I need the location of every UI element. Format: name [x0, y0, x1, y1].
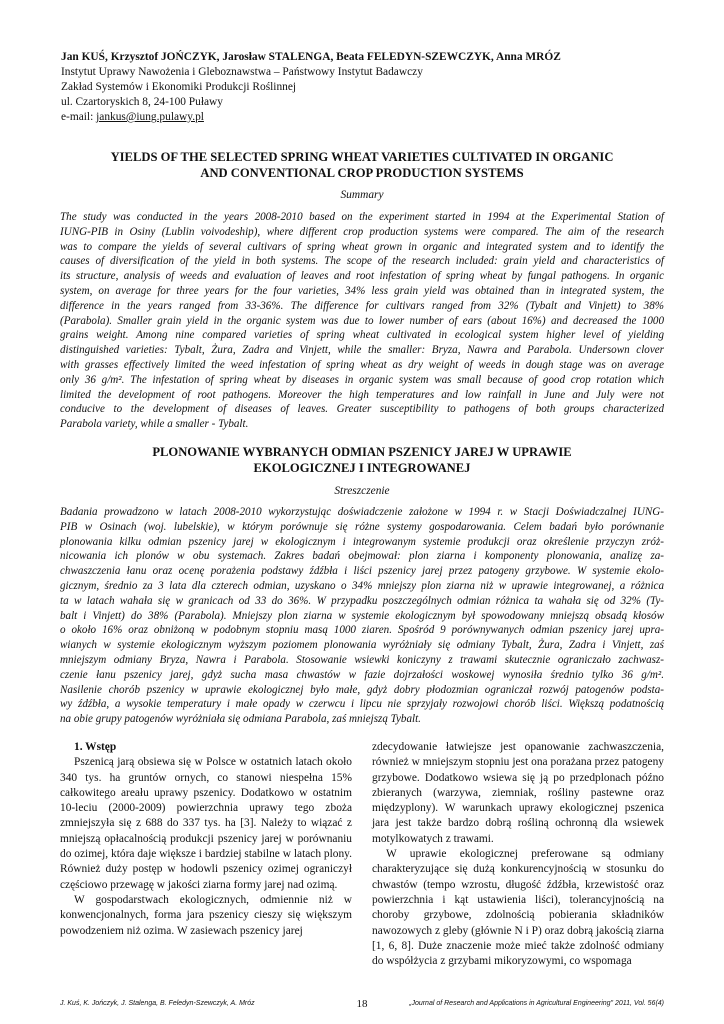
- summary-line: limited the development of root pathogens. Moreover the high temperatures and low rainfall in June and July were not: [60, 388, 664, 401]
- address-line: ul. Czartoryskich 8, 24-100 Puławy: [61, 96, 223, 108]
- title-line: PLONOWANIE WYBRANYCH ODMIAN PSZENICY JAREJ W UPRAWIE: [152, 445, 572, 459]
- summary-line: conducive to the development of diseases of leaves. Greater susceptibility to pathogens of both groups characterized: [60, 403, 664, 416]
- summary-line: Nasilenie chorób pszenicy w uprawie ekologicznej było małe, gdyż dobry płodozmian ograniczał rozwój patogenów podsta-: [60, 683, 664, 696]
- summary-line: with grasses effectively limited the weed infestation of spring wheat as dry weight of weeds in dough stage was on average: [60, 358, 664, 371]
- title-line: AND CONVENTIONAL CROP PRODUCTION SYSTEMS: [200, 165, 524, 180]
- summary-line: na obie grupy patogenów wyróżniała się odmiana Parabola, zaś mniejszą Tybalt.: [60, 713, 421, 726]
- page-number: 18: [356, 998, 368, 1010]
- summary-line: Badania prowadzono w latach 2008-2010 wykorzystując doświadczenie założone w 1994 r. w Stacji Doświadczalnej IUNG-: [60, 506, 664, 518]
- summary-line: difference in the years ranged from 33-36%. The difference for cultivars ranged from 32% (Tybalt and Vinjett) to 38%: [60, 299, 664, 312]
- summary-line: only 36 g/m². The infestation of spring wheat by diseases in organic system was small because of good crop rotation which: [60, 373, 664, 386]
- body-paragraph: Pszenicą jarą obsiewa się w Polsce w ostatnich latach około 340 tys. ha gruntów ornych, co stanowi niespełna 15% całkowitego areału uprawy pszenicy. Dodatkowo w ostatnim 10-leciu (2000-2009) powierzchnia uprawy tego zboża zmniejszyła się z 688 do 337 tys. ha [3]. Należy to wiązać z mniejszą opłacalnością produkcji pszenicy jarej w porównaniu do ozimej, która daje większe i bardziej stabilne w latach plony. Również duży postęp w hodowli pszenicy ozimej ograniczył częściowo przewagę w jakości ziarna formy jarej nad ozimą.: [60, 756, 352, 891]
- summary-line: distinguished varieties: Tybalt, Żura, Zadra and Vinjett, while the smaller: Bryza, Nawra and Parabola. Undersown clover: [60, 344, 664, 357]
- summary-line: czenie łanu pszenicy jarej, gdyż sucha masa chwastów w fazie dojrzałości woskowej wynosiła średnio tylko 36 g/m².: [60, 668, 664, 681]
- summary-line: nicowania ich plonów w obu systemach. Zakres badań obejmował: plon ziarna i komponenty plonowania, analizę za-: [60, 550, 664, 563]
- summary-line: IUNG-PIB in Osiny (Lublin voivodeship), where different crop production systems were compared. The aim of the research: [60, 225, 664, 238]
- summary-line: its structure, analysis of weeds and evaluation of leaves and root infestation of spring wheat by fungal pathogens. In organic: [60, 270, 664, 283]
- summary-line: o około 16% oraz obniżoną w podobnym stopniu masą 1000 ziaren. Spośród 9 porównywanych odmian pszenicy jarej upra-: [60, 624, 664, 637]
- summary-line: PIB w Osinach (woj. lubelskie), w którym porównuje się różne systemy gospodarowania. Celem badań było porównanie: [60, 520, 664, 533]
- polish-title: [40, 445, 684, 476]
- polish-summary: [60, 505, 664, 727]
- footer-journal: „Journal of Research and Applications in Agricultural Engineering" 2011, Vol. 56(4): [409, 1000, 664, 1007]
- body-paragraph: zdecydowanie łatwiejsze jest opanowanie zachwaszczenia, również w mniejszym stopniu jest ona porażana przez patogeny grzybowe. Dodatkowo wsiewa się ją po przedplonach późno zbieranych (warzywa, ziemniak, rośliny pastewne oraz międzyplony). W warunkach uprawy ekologicznej pszenica jara jest także bardzo dobrą rośliną ochronną dla wsiewek motylkowatych z trawami.: [372, 741, 664, 845]
- summary-heading: Summary: [340, 189, 384, 201]
- summary-line: The study was conducted in the years 2008-2010 based on the experiment started in 1994 at the Experimental Station of: [60, 211, 664, 223]
- summary-line: mniejszym odmiany Bryza, Nawra i Parabola. Stosowanie wsiewki koniczyny z trawami skutecznie ograniczało zachwasz-: [60, 653, 664, 666]
- summary-line: plonowania kilku odmian pszenicy jarej w ekologicznym i integrowanym systemie produkcji oraz określenie przyczyn zróż-: [60, 535, 664, 548]
- body-paragraph: W uprawie ekologicznej preferowane są odmiany charakteryzujące się dużą konkurencyjnością w stosunku do chwastów (tempo wzrostu, długość źdźbła, krzewistość oraz powierzchnia i kąt ustawienia liści), tolerancyjnością na choroby grzybowe, zdolnością pobierania składników nawozowych z gleby (głównie N i P) oraz dobrą jakością ziarna [1, 6, 8]. Duże znaczenie może mieć także zdolność odmiany do współżycia z grzybami mikoryzowymi, co wspomaga: [372, 848, 664, 968]
- summary-line: ta w latach wahała się w granicach od 33 do 36%. W przypadku poszczególnych odmian różnica ta wahała się od 32% (Ty-: [60, 594, 664, 607]
- summary-line: wianych w systemie ekologicznym wyższym poziomem plonowania wyróżniały się odmiany Tybalt, Żura, Zadra i Vinjett, zaś: [60, 639, 664, 652]
- summary-line: balt i Vinjett) do 38% (Parabola). Mniejszy plon ziarna w systemie ekologicznym był spowodowany mniejszą obsadą kłosów: [60, 609, 664, 622]
- summary-line: was to compare the yields of several cultivars of spring wheat grown in organic and integrated system and to identify the: [60, 240, 664, 253]
- summary-line: (Parabola). Smaller grain yield in the organic system was due to lower number of ears (about 16%) and decreased the 1000: [60, 314, 664, 327]
- summary-line: chwaszczenia łanu oraz ocenę porażenia podstawy źdźbła i liści pszenicy jarej przez patogeny grzybowe. W systemie ekolo-: [60, 565, 664, 578]
- author-block: [61, 50, 661, 125]
- english-title: [40, 150, 684, 181]
- email-line: [61, 110, 661, 125]
- summary-line: gicznym, średnio za 3 lata dla czterech odmian, uzyskano o 34% mniejszy plon ziarna niż w uprawie integrowanej, a różnica: [60, 579, 664, 592]
- left-column: [60, 740, 352, 939]
- streszczenie-heading: Streszczenie: [334, 485, 390, 497]
- affiliation-line: Instytut Uprawy Nawożenia i Gleboznawstwa – Państwowy Instytut Badawczy: [61, 66, 423, 78]
- title-line: YIELDS OF THE SELECTED SPRING WHEAT VARIETIES CULTIVATED IN ORGANIC: [110, 150, 614, 164]
- summary-line: wy źdźbła, a wysokie temperatury i małe opady w czerwcu i lipcu nie sprzyjały rozwojowi chorób liści. Większą podatnością: [60, 698, 664, 711]
- summary-line: Parabola variety, while a smaller - Tybalt.: [60, 418, 249, 431]
- summary-line: causes of diversification of the yield in both systems. The scope of the research included: grain yield and characteristics of: [60, 255, 664, 268]
- affiliation-line: Zakład Systemów i Ekonomiki Produkcji Roślinnej: [61, 81, 297, 93]
- email-label: e-mail:: [61, 111, 97, 123]
- footer-authors: J. Kuś, K. Jończyk, J. Stalenga, B. Feledyn-Szewczyk, A. Mróz: [60, 1000, 255, 1007]
- author-names: Jan KUŚ, Krzysztof JOŃCZYK, Jarosław STALENGA, Beata FELEDYN-SZEWCZYK, Anna MRÓZ: [61, 51, 561, 63]
- english-summary: [60, 210, 664, 432]
- section-heading: 1. Wstęp: [74, 741, 117, 753]
- right-column: [372, 740, 664, 969]
- summary-line: grains weight. Among nine compared varieties of spring wheat cultivated in ecological system higher level of yielding: [60, 329, 664, 342]
- title-line: EKOLOGICZNEJ I INTEGROWANEJ: [253, 460, 471, 475]
- email-link[interactable]: jankus@iung.pulawy.pl: [96, 111, 204, 123]
- summary-line: system, on average for three years for the four varieties, 34% less grain yield was obtained than in integrated system, the: [60, 284, 664, 297]
- body-paragraph: W gospodarstwach ekologicznych, odmiennie niż w konwencjonalnych, forma jara pszenicy cieszy się większym powodzeniem niż ozima. W zasiewach pszenicy jarej: [60, 893, 352, 937]
